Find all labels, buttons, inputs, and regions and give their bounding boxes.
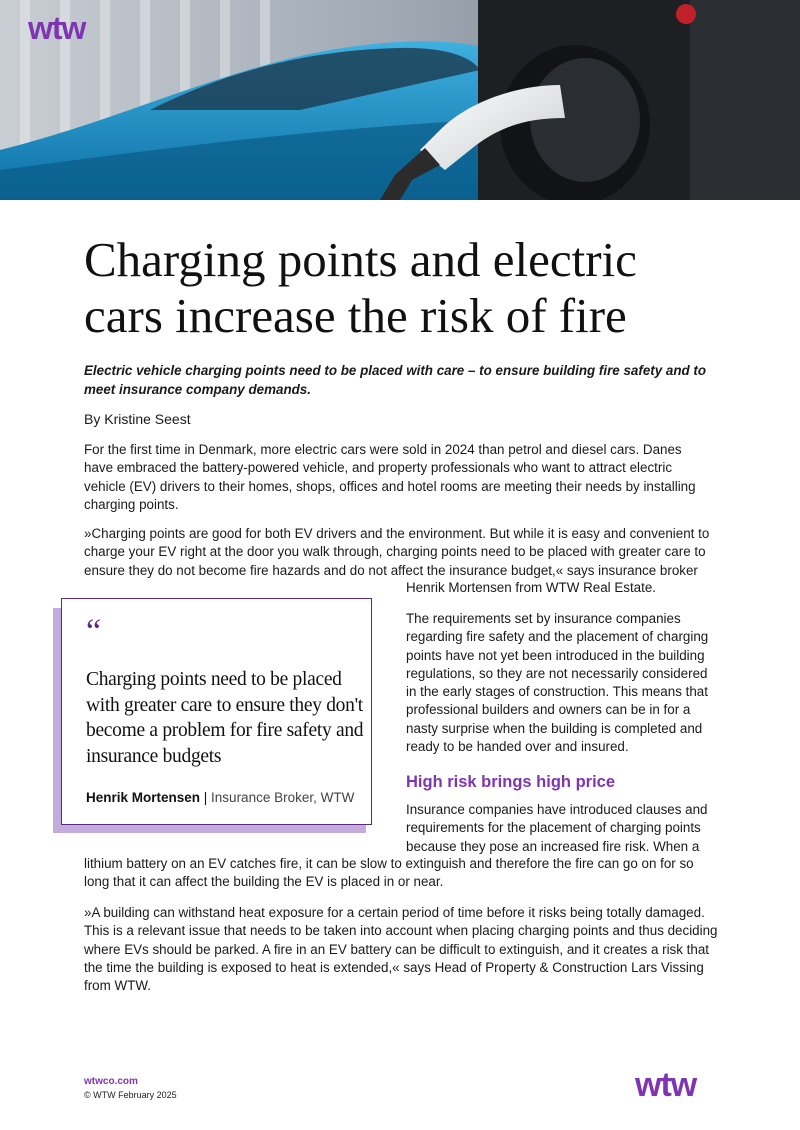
pullquote-text: Charging points need to be placed with greater care to ensure they don't become a problem for fire safety and insurance budgets bbox=[86, 669, 364, 767]
footer-copyright: © WTW February 2025 bbox=[84, 1090, 177, 1100]
paragraph-2: »Charging points are good for both EV drivers and the environment. But while it is easy and convenient to charge your EV right at the door you walk through, charging points need to be placed with greater care to ensure they do not become fire hazards and do not affect the insurance budget,« says insurance broker bbox=[84, 526, 710, 578]
article-title: Charging points and electric cars increase the risk of fire bbox=[84, 232, 637, 343]
pullquote-role: Insurance Broker, WTW bbox=[211, 790, 355, 805]
section-heading: High risk brings high price bbox=[406, 773, 616, 791]
paragraph-1: For the first time in Denmark, more electric cars were sold in 2024 than petrol and diesel cars. Danes have embraced the battery-powered vehicle, and property professionals who want to attract electric vehicle (EV) drivers to their homes, shops, offices and hotel rooms are meeting their needs by installing charging points. bbox=[84, 442, 696, 512]
pullquote-name: Henrik Mortensen bbox=[86, 790, 201, 805]
paragraph-5: »A building can withstand heat exposure for a certain period of time before it risks being totally damaged. This is a relevant issue that needs to be taken into account when placing charging points and thus deciding where EVs should be parked. A fire in an EV battery can be difficult to extinguish, and it creates a risk that the time the building is exposed to heat is extended,« says Head of Property & Construction Lars Vissing from WTW. bbox=[84, 905, 718, 994]
pullquote-attribution bbox=[86, 789, 354, 807]
quote-mark-icon: “ bbox=[86, 613, 102, 650]
paragraph-2-continued: Henrik Mortensen from WTW Real Estate. bbox=[406, 580, 657, 595]
pullquote bbox=[61, 598, 372, 825]
paragraph-4-continued: lithium battery on an EV catches fire, it can be slow to extinguish and therefore the fire can go on for so long that it can affect the building the EV is placed in or near. bbox=[84, 856, 694, 890]
ev-charging-illustration bbox=[0, 0, 800, 200]
paragraph-4: Insurance companies have introduced clauses and requirements for the placement of charging points because they pose an increased fire risk. When a bbox=[406, 802, 708, 854]
wtw-footer-logo[interactable]: wtw bbox=[635, 1066, 697, 1104]
pullquote-separator: | bbox=[200, 790, 212, 805]
article-lead: Electric vehicle charging points need to be placed with care – to ensure building fire safety and to meet insurance company demands. bbox=[84, 363, 707, 397]
wtw-logo[interactable]: wtw bbox=[28, 10, 86, 46]
paragraph-3: The requirements set by insurance companies regarding fire safety and the placement of charging points have not yet been introduced in the building regulations, so they are not necessarily considered in the early stages of construction. This means that professional builders and owners can be in for a nasty surprise when the building is completed and ready to be handed over and insured. bbox=[406, 611, 709, 755]
hero-image bbox=[0, 0, 800, 200]
footer-website-link[interactable]: wtwco.com bbox=[84, 1076, 138, 1087]
byline: By Kristine Seest bbox=[84, 411, 191, 427]
